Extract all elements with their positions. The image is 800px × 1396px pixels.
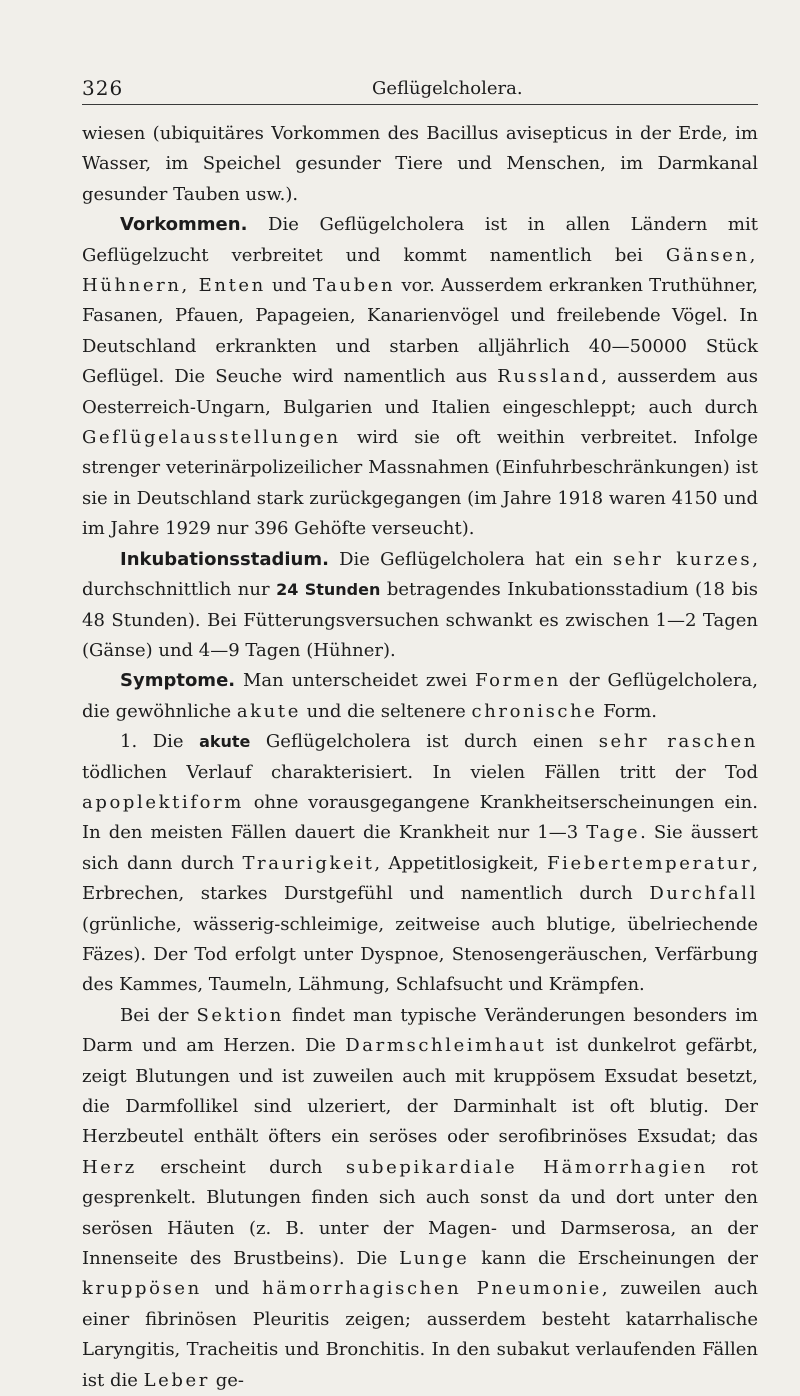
bold-emphasis: akute	[199, 732, 251, 752]
text-run: Bei der	[120, 1004, 197, 1026]
spaced-emphasis: akute	[236, 700, 301, 722]
text-run: , zuweilen auch einer fibrinösen Pleuritis zeigen; ausserdem besteht katarrhalische Laryngitis, Tracheitis und Bronchitis. In den subakut verlaufenden Fällen ist die	[82, 1278, 758, 1391]
spaced-emphasis: sehr kurzes	[612, 548, 753, 570]
spaced-emphasis: Traurigkeit	[242, 852, 375, 874]
spaced-emphasis: Durchfall	[649, 883, 758, 905]
text-run: vor. Ausserdem erkranken Truthühner, Fasanen, Pfauen, Papageien, Kanarienvögel und freilebende Vögel. In Deutschland erkrankten und starben alljährlich 40—50000 Stück Geflügel. Die Seuche wird namentlich aus	[82, 275, 758, 388]
running-title: Geflügelcholera.	[372, 78, 523, 99]
text-run: rot gesprenkelt. Blutungen finden sich auch sonst da und dort unter den serösen Häuten (z. B. unter der Magen- und Darmserosa, an der Innenseite des Brustbeins). Die	[82, 1156, 758, 1270]
spaced-emphasis: Tauben	[312, 275, 396, 297]
page-number: 326	[82, 76, 124, 100]
text-run: erscheint durch	[136, 1156, 346, 1178]
text-run: kann die Erscheinungen der	[469, 1248, 758, 1270]
spaced-emphasis: sehr raschen	[598, 731, 758, 753]
spaced-emphasis: subepikardiale Hämorrhagien	[345, 1156, 708, 1178]
text-run: und	[201, 1278, 263, 1300]
text-run: 1. Die	[120, 731, 200, 753]
section-heading-symptome: Symptome.	[120, 670, 236, 692]
text-run: , durchschnittlich nur	[82, 548, 759, 601]
section-heading-vorkommen: Vorkommen.	[120, 214, 248, 236]
spaced-emphasis: Russland	[497, 366, 602, 388]
section-heading-inkubation: Inkubationsstadium.	[120, 548, 329, 570]
paragraph-vorkommen	[82, 210, 758, 544]
spaced-emphasis: Sektion	[196, 1004, 284, 1026]
text-run: Geflügelcholera ist durch einen	[250, 731, 599, 753]
text-run: der Geflügelcholera, die gewöhnliche	[82, 670, 758, 722]
text-run: und die seltenere	[300, 700, 472, 722]
body-text	[82, 119, 758, 1396]
text-run: ge-	[210, 1369, 244, 1391]
spaced-emphasis: Lunge	[399, 1248, 470, 1270]
text-run: betragendes Inkubationsstadium (18 bis 48 Stunden). Bei Fütterungsversuchen schwankt es zwischen 1—2 Tagen (Gänse) und 4—9 Tagen (Hühner).	[82, 579, 759, 661]
spaced-emphasis: hämorrhagischen Pneumonie	[262, 1278, 602, 1300]
spaced-emphasis: Darmschleimhaut	[345, 1035, 547, 1057]
text-run: wird sie oft weithin verbreitet. Infolge strenger veterinärpolizeilicher Massnahmen (Einfuhrbeschränkungen) ist sie in Deutschland stark zurückgegangen (im Jahre 1918 waren 4150 und im Jahre 1929 nur 396 Gehöfte verseucht).	[82, 427, 758, 540]
text-run: , Erbrechen, starkes Durstgefühl und namentlich durch	[82, 852, 758, 905]
text-run: . Sie äussert sich dann durch	[82, 822, 758, 874]
text-run: tödlichen Verlauf charakterisiert. In vielen Fällen tritt der Tod	[82, 761, 758, 783]
spaced-emphasis: chronische	[471, 700, 598, 722]
spaced-emphasis: Tage	[586, 822, 641, 844]
spaced-emphasis: Gänsen, Hühnern, Enten	[82, 244, 758, 297]
text-run: Man unterscheidet zwei	[235, 670, 476, 692]
text-run: (grünliche, wässerig-schleimige, zeitweise auch blutige, übelriechende Fäzes). Der Tod erfolgt unter Dyspnoe, Stenosengeräuschen, Verfärbung des Kammes, Taumeln, Lähmung, Schlafsucht und Krämpfen.	[82, 913, 758, 996]
text-run: Die Geflügelcholera hat ein	[328, 548, 613, 570]
spaced-emphasis: kruppösen	[82, 1278, 202, 1300]
spaced-emphasis: Formen	[475, 670, 561, 692]
spaced-emphasis: apoplektiform	[82, 791, 244, 813]
text-run: ohne vorausgegangene Krankheitserscheinungen ein. In den meisten Fällen dauert die Krankheit nur 1—3	[82, 791, 758, 844]
text-run: wiesen (ubiquitäres Vorkommen des Bacillus avisepticus in der Erde, im Wasser, im Speichel gesunder Tiere und Menschen, im Darmkanal gesunder Tauben usw.).	[82, 123, 758, 205]
text-run: ist dunkelrot gefärbt, zeigt Blutungen und ist zuweilen auch mit kruppösem Exsudat besetzt, die Darmfollikel sind ulzeriert, der Darminhalt ist oft blutig. Der Herzbeutel enthält öfters ein seröses oder serofibrinöses Exsudat; das	[82, 1035, 758, 1148]
spaced-emphasis: Geflügelausstellungen	[82, 427, 341, 449]
text-run: Die Geflügelcholera ist in allen Ländern mit Geflügelzucht verbreitet und kommt namentlich bei	[82, 214, 758, 266]
spaced-emphasis: Leber	[143, 1369, 210, 1391]
page-header	[82, 76, 758, 105]
paragraph-continuation	[82, 119, 758, 210]
text-run: findet man typische Veränderungen besonders im Darm und am Herzen. Die	[82, 1004, 758, 1057]
paragraph-sektion	[82, 1001, 758, 1396]
paragraph-symptome	[82, 666, 758, 727]
text-run: , ausserdem aus Oesterreich-Ungarn, Bulgarien und Italien eingeschleppt; auch durch	[82, 366, 758, 418]
bold-emphasis: 24 Stunden	[276, 580, 381, 600]
spaced-emphasis: Fiebertemperatur	[547, 852, 753, 874]
text-run: und	[265, 275, 313, 297]
spaced-emphasis: Herz	[82, 1156, 137, 1178]
paragraph-akute-form	[82, 727, 758, 1001]
paragraph-inkubation	[82, 545, 758, 667]
text-run: Form.	[597, 700, 658, 722]
text-run: , Appetitlosigkeit,	[374, 852, 548, 874]
